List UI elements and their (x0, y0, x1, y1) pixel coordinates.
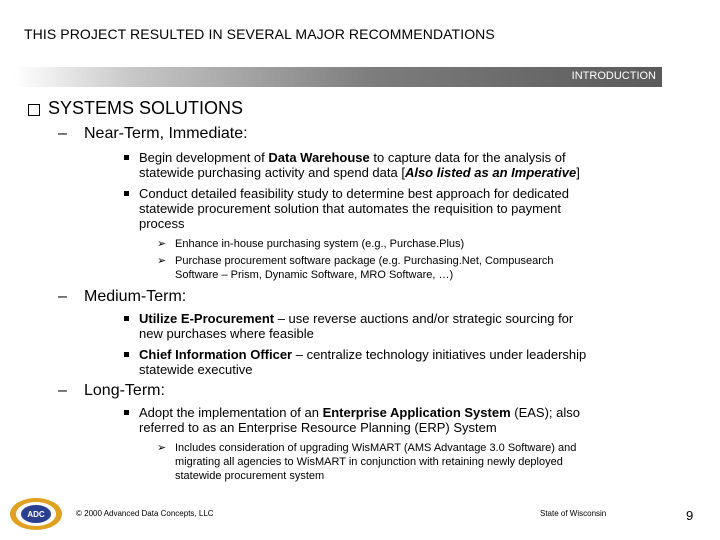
section-band-label: INTRODUCTION (571, 70, 656, 82)
line: migrating all agencies to WisMART in conjunction with retaining newly deployed (175, 456, 563, 468)
near-term-item-1 (139, 150, 580, 180)
near-term-heading (58, 125, 248, 143)
near-term-subitem-2 (157, 254, 554, 282)
line: process (139, 216, 185, 231)
dash-bullet: – (58, 125, 67, 142)
checkbox-bullet-icon (28, 104, 40, 116)
arrow-bullet-icon: ➢ (157, 442, 167, 454)
medium-term-item-2 (139, 347, 586, 377)
adc-logo (8, 496, 68, 532)
line: Conduct detailed feasibility study to determine best approach for dedicated (139, 186, 569, 201)
arrow-bullet-icon: ➢ (157, 238, 167, 250)
line: new purchases where feasible (139, 326, 314, 341)
footer-copyright: © 2000 Advanced Data Concepts, LLC (76, 509, 214, 518)
near-term-subitem-1 (157, 237, 465, 251)
dash-bullet: – (58, 382, 67, 399)
long-term-heading (58, 382, 165, 400)
line: Chief Information Officer – centralize technology initiatives under leadership (139, 347, 587, 362)
slide-title: THIS PROJECT RESULTED IN SEVERAL MAJOR RECOMMENDATIONS (24, 26, 495, 42)
long-term-subitem-1 (157, 441, 577, 483)
line: Begin development of Data Warehouse to capture data for the analysis of (139, 150, 566, 165)
line: statewide procurement solution that automates the requisition to payment (139, 201, 562, 216)
near-term-item-2 (139, 186, 569, 231)
square-bullet-icon (124, 155, 129, 160)
line: Utilize E-Procurement – use reverse auctions and/or strategic sourcing for (139, 311, 574, 326)
footer-client: State of Wisconsin (540, 509, 607, 518)
line: Adopt the implementation of an Enterprise Application System (EAS); also (139, 405, 580, 420)
main-heading-text: SYSTEMS SOLUTIONS (48, 98, 244, 118)
medium-term-item-1 (139, 311, 573, 341)
main-heading (28, 98, 243, 119)
line: statewide procurement system (175, 470, 325, 482)
line: statewide executive (139, 362, 253, 377)
near-term-label: Near-Term, Immediate: (84, 125, 248, 142)
medium-term-label: Medium-Term: (84, 288, 187, 305)
line: Includes consideration of upgrading WisMART (AMS Advantage 3.0 Software) and (175, 442, 577, 454)
logo-text: ADC (27, 510, 45, 519)
square-bullet-icon (124, 191, 129, 196)
square-bullet-icon (124, 410, 129, 415)
arrow-bullet-icon: ➢ (157, 255, 167, 267)
section-band (14, 67, 662, 87)
medium-term-heading (58, 288, 187, 306)
line: Software – Prism, Dynamic Software, MRO Software, …) (175, 269, 454, 281)
page-number: 9 (686, 508, 694, 523)
long-term-label: Long-Term: (84, 382, 165, 399)
line: Purchase procurement software package (e.g. Purchasing.Net, Compusearch (175, 255, 554, 267)
long-term-item-1 (139, 405, 580, 435)
line: Enhance in-house purchasing system (e.g., Purchase.Plus) (175, 238, 465, 250)
line: referred to as an Enterprise Resource Planning (ERP) System (139, 420, 497, 435)
line: statewide purchasing activity and spend data [Also listed as an Imperative] (139, 165, 580, 180)
square-bullet-icon (124, 316, 129, 321)
dash-bullet: – (58, 288, 67, 305)
square-bullet-icon (124, 352, 129, 357)
